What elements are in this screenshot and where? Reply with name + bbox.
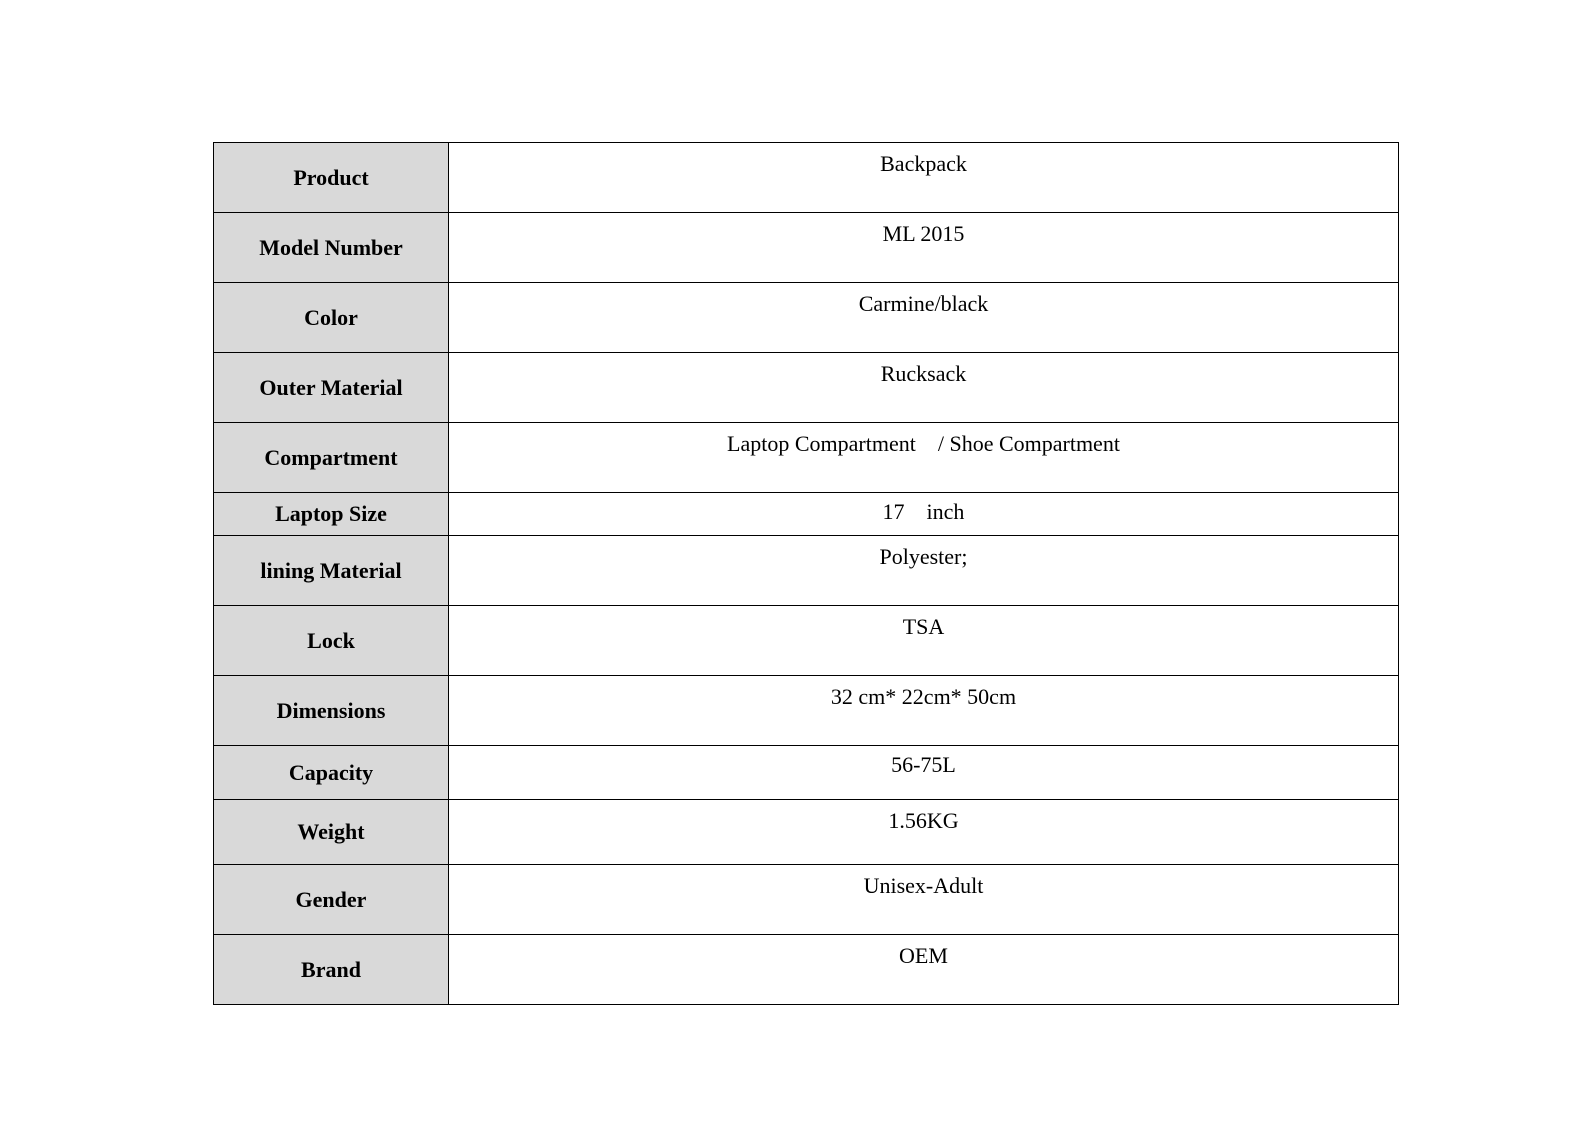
spec-row-product — [214, 143, 1399, 213]
spec-label: Model Number — [214, 213, 449, 283]
spec-value: 1.56KG — [449, 800, 1399, 865]
spec-value: Laptop Compartment / Shoe Compartment — [449, 423, 1399, 493]
spec-label: Dimensions — [214, 676, 449, 746]
spec-row-color — [214, 283, 1399, 353]
spec-value: TSA — [449, 606, 1399, 676]
spec-value: Unisex-Adult — [449, 865, 1399, 935]
spec-label: Product — [214, 143, 449, 213]
spec-row-dimensions — [214, 676, 1399, 746]
spec-row-capacity — [214, 746, 1399, 800]
spec-row-lining-material — [214, 536, 1399, 606]
product-spec-table — [213, 142, 1399, 1005]
spec-row-model-number — [214, 213, 1399, 283]
spec-row-gender — [214, 865, 1399, 935]
spec-label: Laptop Size — [214, 493, 449, 536]
spec-label: Weight — [214, 800, 449, 865]
spec-value: 56-75L — [449, 746, 1399, 800]
spec-label: Outer Material — [214, 353, 449, 423]
spec-value: Rucksack — [449, 353, 1399, 423]
spec-value: 17 inch — [449, 493, 1399, 536]
spec-label: Capacity — [214, 746, 449, 800]
spec-value: Carmine/black — [449, 283, 1399, 353]
spec-label: Lock — [214, 606, 449, 676]
spec-row-outer-material — [214, 353, 1399, 423]
spec-label: Brand — [214, 935, 449, 1005]
spec-value: Polyester; — [449, 536, 1399, 606]
spec-row-compartment — [214, 423, 1399, 493]
spec-row-lock — [214, 606, 1399, 676]
spec-label: Gender — [214, 865, 449, 935]
spec-row-laptop-size — [214, 493, 1399, 536]
spec-row-brand — [214, 935, 1399, 1005]
spec-value: ML 2015 — [449, 213, 1399, 283]
spec-label: Compartment — [214, 423, 449, 493]
spec-value: OEM — [449, 935, 1399, 1005]
spec-value: 32 cm* 22cm* 50cm — [449, 676, 1399, 746]
spec-label: Color — [214, 283, 449, 353]
spec-value: Backpack — [449, 143, 1399, 213]
spec-label: lining Material — [214, 536, 449, 606]
spec-row-weight — [214, 800, 1399, 865]
